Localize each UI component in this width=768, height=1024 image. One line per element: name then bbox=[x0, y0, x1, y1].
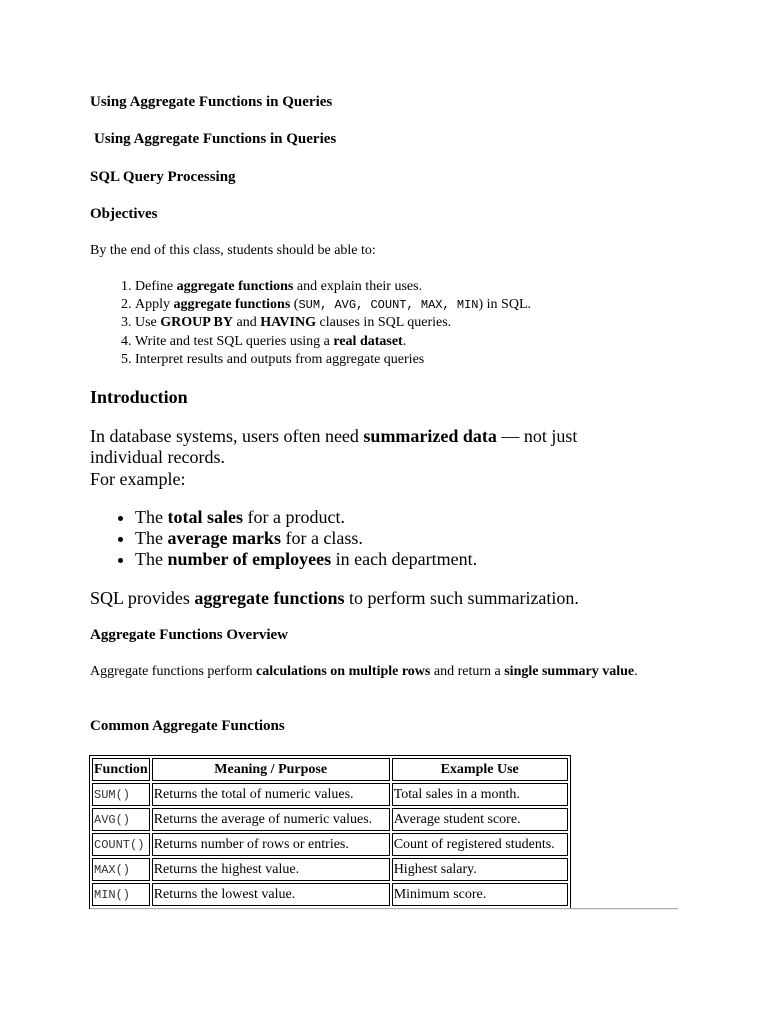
introduction-heading: Introduction bbox=[90, 387, 188, 407]
list-item: • The total sales for a product. bbox=[135, 507, 477, 528]
table-cell: Highest salary. bbox=[392, 858, 568, 881]
table-cell: Returns number of rows or entries. bbox=[152, 833, 390, 856]
table-header-row bbox=[92, 758, 568, 781]
column-header: Function bbox=[92, 758, 150, 781]
table-cell: AVG() bbox=[92, 808, 150, 831]
table-row bbox=[92, 883, 568, 906]
table-cell: Average student score. bbox=[392, 808, 568, 831]
list-item: 5. Interpret results and outputs from aggregate queries bbox=[135, 351, 531, 369]
table-row bbox=[92, 783, 568, 806]
table-cell: COUNT() bbox=[92, 833, 150, 856]
table-row bbox=[92, 833, 568, 856]
objectives-intro: By the end of this class, students should be able to: bbox=[90, 243, 376, 258]
objectives-heading: Objectives bbox=[90, 206, 158, 222]
list-item: 1. Define aggregate functions and explain their uses. bbox=[135, 278, 531, 296]
overview-text: Aggregate functions perform calculations on multiple rows and return a single summary value. bbox=[90, 664, 638, 679]
table-cell: MAX() bbox=[92, 858, 150, 881]
column-header: Example Use bbox=[392, 758, 568, 781]
document-subtitle: SQL Query Processing bbox=[90, 169, 236, 185]
table-cell: Returns the highest value. bbox=[152, 858, 390, 881]
table-cell: Total sales in a month. bbox=[392, 783, 568, 806]
sql-provides-text: SQL provides aggregate functions to perform such summarization. bbox=[90, 588, 579, 608]
list-item: 2. Apply aggregate functions (SUM, AVG, COUNT, MAX, MIN) in SQL. bbox=[135, 296, 531, 314]
list-item: • The number of employees in each department. bbox=[135, 549, 477, 570]
for-example-text: For example: bbox=[90, 469, 186, 489]
list-item: • The average marks for a class. bbox=[135, 528, 477, 549]
document-title-repeat: Using Aggregate Functions in Queries bbox=[94, 131, 337, 147]
introduction-paragraph: In database systems, users often need summarized data — not just individual records. bbox=[90, 426, 578, 467]
list-item: 4. Write and test SQL queries using a real dataset. bbox=[135, 333, 531, 351]
aggregate-functions-table bbox=[89, 755, 571, 909]
column-header: Meaning / Purpose bbox=[152, 758, 390, 781]
overview-heading: Aggregate Functions Overview bbox=[90, 627, 289, 643]
table-cell: Returns the total of numeric values. bbox=[152, 783, 390, 806]
table-row bbox=[92, 858, 568, 881]
horizontal-divider bbox=[90, 908, 678, 910]
table-cell: Returns the lowest value. bbox=[152, 883, 390, 906]
table-cell: Minimum score. bbox=[392, 883, 568, 906]
document-title: Using Aggregate Functions in Queries bbox=[90, 94, 333, 110]
table-cell: SUM() bbox=[92, 783, 150, 806]
list-item: 3. Use GROUP BY and HAVING clauses in SQL queries. bbox=[135, 314, 531, 332]
table-cell: Returns the average of numeric values. bbox=[152, 808, 390, 831]
table-cell: Count of registered students. bbox=[392, 833, 568, 856]
table-row bbox=[92, 808, 568, 831]
table-cell: MIN() bbox=[92, 883, 150, 906]
objectives-list bbox=[90, 278, 531, 369]
common-functions-heading: Common Aggregate Functions bbox=[90, 718, 285, 734]
examples-list bbox=[90, 507, 477, 570]
